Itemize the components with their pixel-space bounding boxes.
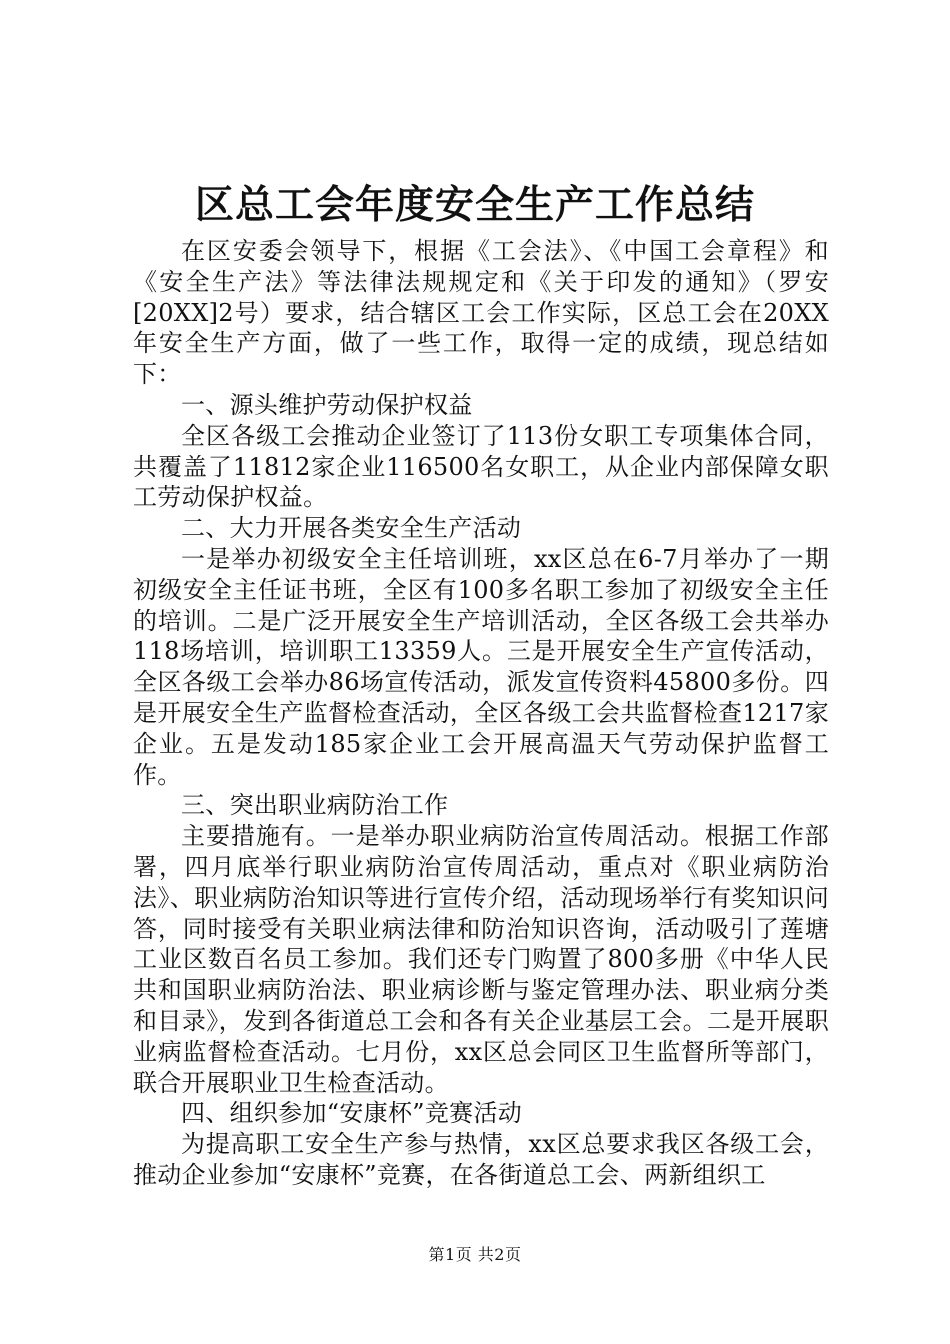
document-body (133, 236, 829, 1191)
section-2-paragraph: 一是举办初级安全主任培训班，xx区总在6-7月举办了一期初级安全主任证书班，全区有100多名职工参加了初级安全主任的培训。二是广泛开展安全生产培训活动，全区各级工会共举办118场培训，培训职工13359人。三是开展安全生产宣传活动，全区各级工会举办86场宣传活动，派发宣传资料45800多份。四是开展安全生产监督检查活动，全区各级工会共监督检查1217家企业。五是发动185家企业工会开展高温天气劳动保护监督工作。 (133, 544, 829, 789)
section-3-paragraph: 主要措施有。一是举办职业病防治宣传周活动。根据工作部署，四月底举行职业病防治宣传周活动，重点对《职业病防治法》、职业病防治知识等进行宣传介绍，活动现场举行有奖知识问答，同时接受有关职业病法律和防治知识咨询，活动吸引了莲塘工业区数百名员工参加。我们还专门购置了800多册《中华人民共和国职业病防治法、职业病诊断与鉴定管理办法、职业病分类和目录》，发到各街道总工会和各有关企业基层工会。二是开展职业病监督检查活动。七月份，xx区总会同区卫生监督所等部门，联合开展职业卫生检查活动。 (133, 822, 829, 1097)
section-heading-4: 四、组织参加“安康杯”竞赛活动 (181, 1099, 523, 1128)
section-heading-2: 二、大力开展各类安全生产活动 (181, 514, 522, 543)
intro-paragraph: 在区安委会领导下，根据《工会法》、《中国工会章程》和《安全生产法》等法律法规规定和《关于印发的通知》（罗安[20XX]2号）要求，结合辖区工会工作实际，区总工会在20XX年安全生产方面，做了一些工作，取得一定的成绩，现总结如下： (133, 237, 829, 389)
page-footer: 第1页 共2页 (428, 1245, 522, 1264)
section-heading-3: 三、突出职业病防治工作 (181, 791, 449, 820)
section-1-paragraph: 全区各级工会推动企业签订了113份女职工专项集体合同，共覆盖了11812家企业116500名女职工，从企业内部保障女职工劳动保护权益。 (133, 421, 829, 512)
document-title: 区总工会年度安全生产工作总结 (194, 183, 755, 228)
section-heading-1: 一、源头维护劳动保护权益 (181, 390, 473, 419)
section-4-paragraph: 为提高职工安全生产参与热情，xx区总要求我区各级工会，推动企业参加“安康杯”竞赛，在各街道总工会、两新组织工 (133, 1130, 829, 1189)
